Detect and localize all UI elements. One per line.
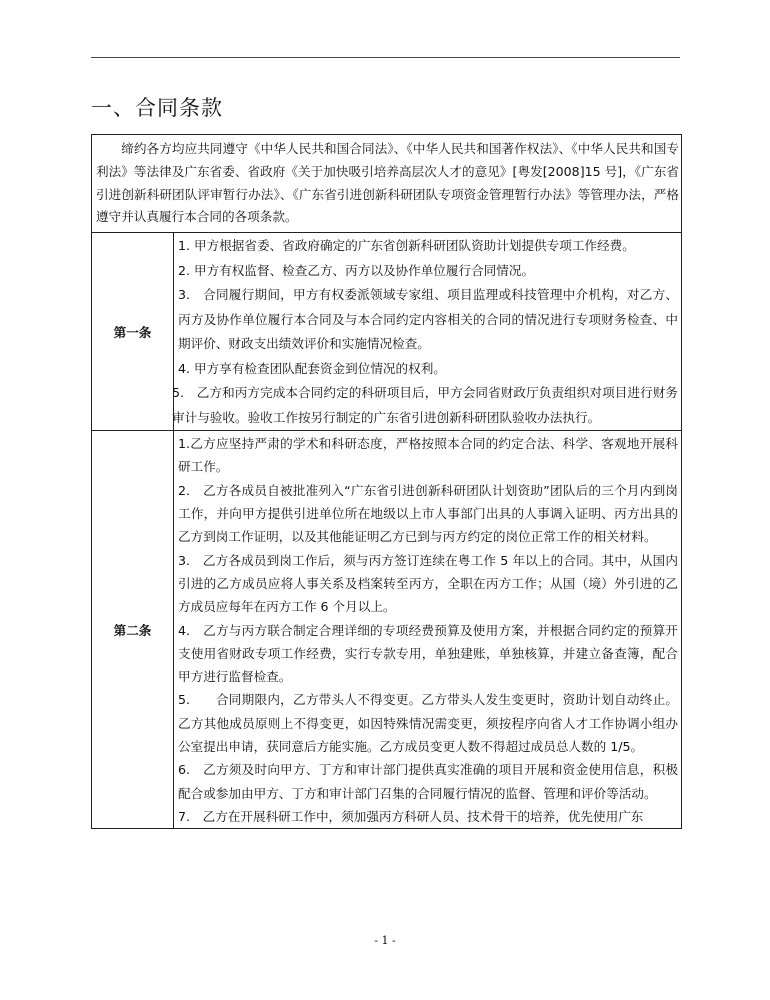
article-item: 2. 甲方有权监督、检查乙方、丙方以及协作单位履行合同情况。	[178, 262, 535, 278]
preamble-cell	[92, 135, 682, 233]
article-label: 第二条	[113, 623, 152, 639]
article-label-cell	[92, 431, 174, 829]
article-item: 3. 乙方各成员到岗工作后，须与丙方签订连续在粤工作 5 年以上的合同。其中，从国内引进的乙方成员应将人事关系及档案转至丙方，全职在丙方工作；从国（境）外引进的乙方成员应每年在丙方工作 6 个月以上。	[178, 552, 679, 615]
article-item: 5. 合同期限内，乙方带头人不得变更。乙方带头人发生变更时，资助计划自动终止。乙方其他成员原则上不得变更，如因特殊情况需变更，须按程序向省人才工作协调小组办公室提出申请，获同意后方能实施。乙方成员变更人数不得超过成员总人数的 1/5。	[178, 692, 679, 755]
article-item: 7. 乙方在开展科研工作中，须加强丙方科研人员、技术骨干的培养，优先使用广东	[178, 808, 644, 824]
article-item: 4. 甲方享有检查团队配套资金到位情况的权利。	[178, 360, 446, 376]
article-row	[92, 431, 682, 829]
preamble-row	[92, 135, 682, 233]
header-rule	[91, 57, 680, 58]
section-title: 一、合同条款	[91, 96, 223, 120]
article-label: 第一条	[113, 325, 152, 341]
article-item: 2. 乙方各成员自被批准列入“广东省引进创新科研团队计划资助”团队后的三个月内到岗工作，并向甲方提供引进单位所在地级以上市人事部门出具的人事调入证明、丙方出具的乙方到岗工作证明，以及其他能证明乙方已到与丙方约定的岗位正常工作的相关材料。	[178, 482, 679, 545]
article-item: 5. 乙方和丙方完成本合同约定的科研项目后，甲方会同省财政厅负责组织对项目进行财务审计与验收。验收工作按另行制定的广东省引进创新科研团队验收办法执行。	[172, 385, 679, 425]
article-item: 1. 甲方根据省委、省政府确定的广东省创新科研团队资助计划提供专项工作经费。	[178, 238, 635, 254]
preamble-text: 缔约各方均应共同遵守《中华人民共和国合同法》、《中华人民共和国著作权法》、《中华人民共和国专利法》等法律及广东省委、省政府《关于加快吸引培养高层次人才的意见》[粤发[2008]15 号]，《广东省引进创新科研团队评审暂行办法》、《广东省引进创新科研团队专项资金管理暂行办法》等管理办法，严格遵守并认真履行本合同的各项条款。	[96, 141, 680, 225]
page-number: - 1 -	[374, 934, 396, 947]
article-item: 6. 乙方须及时向甲方、丁方和审计部门提供真实准确的项目开展和资金使用信息，积极配合或参加由甲方、丁方和审计部门召集的合同履行情况的监督、管理和评价等活动。	[178, 762, 679, 801]
contract-terms-table	[91, 134, 682, 829]
article-items-cell	[174, 233, 682, 431]
article-item: 4. 乙方与丙方联合制定合理详细的专项经费预算及使用方案，并根据合同约定的预算开支使用省财政专项工作经费，实行专款专用，单独建账，单独核算，并建立备查簿，配合甲方进行监督检查。	[178, 622, 679, 685]
article-item: 3. 合同履行期间，甲方有权委派领域专家组、项目监理或科技管理中介机构，对乙方、丙方及协作单位履行本合同及与本合同约定内容相关的合同的情况进行专项财务检查、中期评价、财政支出绩效评价和实施情况检查。	[178, 287, 679, 352]
article-label-cell	[92, 233, 174, 431]
article-items-cell	[174, 431, 682, 829]
article-item: 1.乙方应坚持严肃的学术和科研态度，严格按照本合同的约定合法、科学、客观地开展科研工作。	[178, 436, 679, 475]
article-row	[92, 233, 682, 431]
